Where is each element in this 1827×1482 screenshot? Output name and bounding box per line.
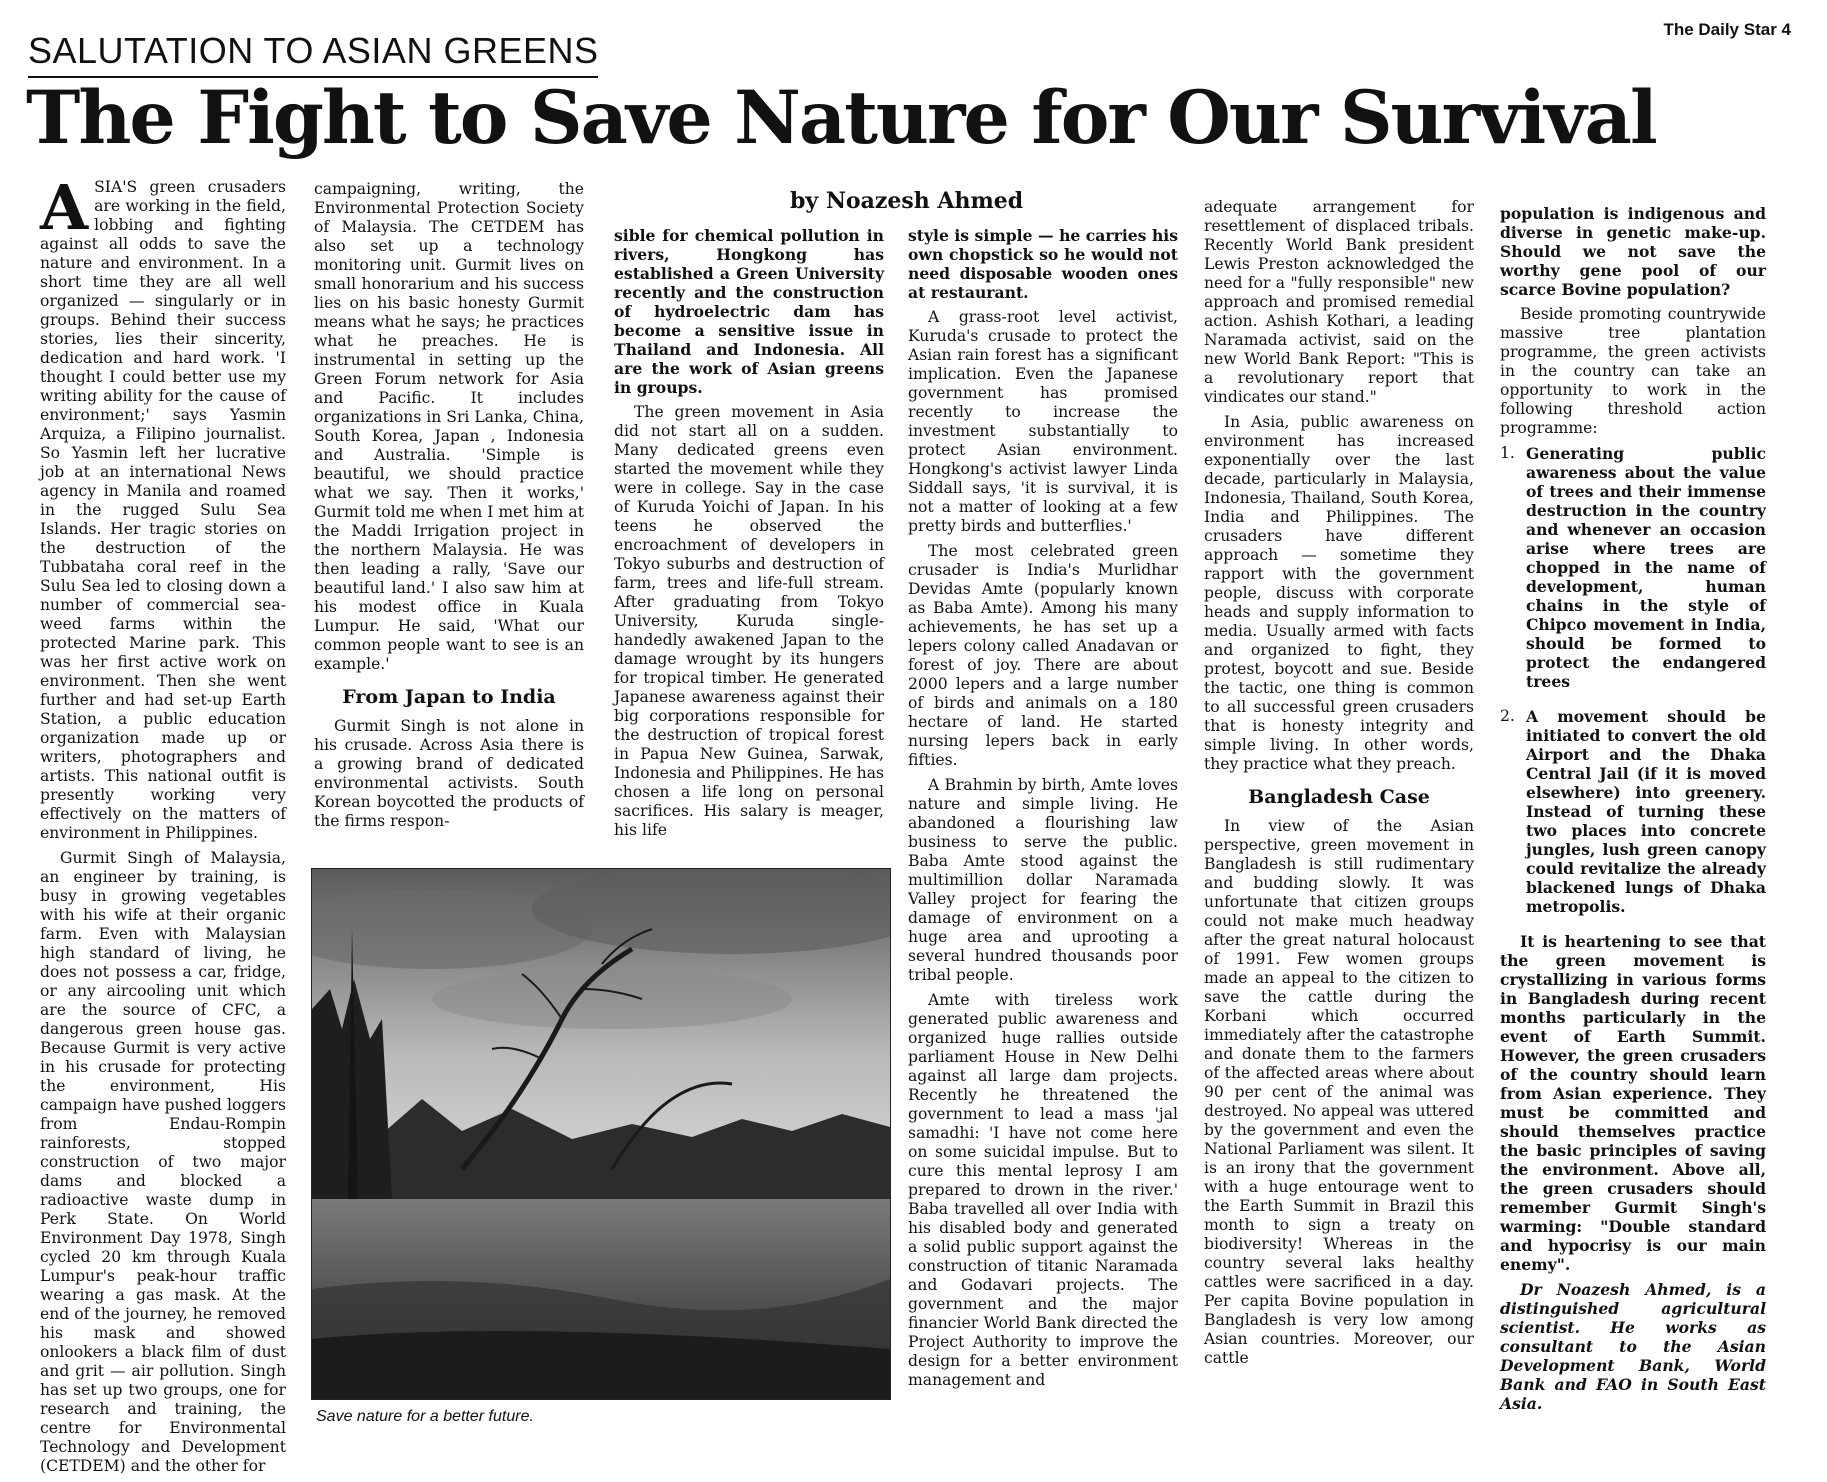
forest-lake-image: [312, 869, 890, 1399]
photo-caption: Save nature for a better future.: [316, 1408, 534, 1425]
article-column-5: [1204, 198, 1474, 1374]
headline: The Fight to Save Nature for Our Survival: [26, 75, 1656, 161]
article-paragraph: Beside promoting countrywide massive tree plantation programme, the green activists in the country can take an opportunity to work in the following threshold action programme:: [1500, 305, 1766, 437]
list-item: 1. Generating public awareness about the value of trees and their immense destruction in the country and whenever an occasion arise where trees are chopped in the name of development, human chains in the style of Chipco movement in India, should be formed to protect the endangered trees: [1500, 444, 1766, 691]
author-bio: Dr Noazesh Ahmed, is a distinguished agricultural scientist. He works as consultant to the Asian Development Bank, World Bank and FAO in South East Asia.: [1500, 1280, 1766, 1413]
article-paragraph: adequate arrangement for resettlement of displaced tribals. Recently World Bank president Lewis Preston acknowledged the need for a "fully responsible" new approach and promised remedial action. Ashish Kothari, a leading Naramada activist, said on the new World Bank Report: "This is a revolutionary report that vindicates our stand.": [1204, 198, 1474, 406]
drop-cap: A: [40, 171, 89, 244]
article-paragraph: It is heartening to see that the green movement is crystallizing in various forms in Bangladesh during recent months particularly in the event of Earth Summit. However, the green crusaders of the country should learn from Asian experience. They must be committed and should themselves practice the basic principles of saving the environment. Above all, the green crusaders should remember Gurmit Singh's warming: "Double standard and hypocrisy is our main enemy".: [1500, 932, 1766, 1274]
article-column-3: [614, 226, 884, 846]
article-paragraph: In view of the Asian perspective, green movement in Bangladesh is still rudimentary and budding slowly. It was unfortunate that citizen groups could not make much headway after the great natural holocaust of 1991. Few women groups made an appeal to the citizen to save the cattle during the Korbani which occurred immediately after the catastrophe and donate them to the farmers of the affected areas where about 90 per cent of the animal was destroyed. No appeal was uttered by the government and even the National Parliament was silent. It is an irony that the government with a huge entourage went to the Earth Summit in Brazil this month to sign a treaty on biodiversity! Whereas in the country several laks healthy cattles were sacrificed in a day. Per capita Bovine population in Bangladesh is very low among Asian countries. Moreover, our cattle: [1204, 817, 1474, 1367]
byline: by Noazesh Ahmed: [790, 188, 1024, 214]
article-paragraph: The green movement in Asia did not start all on a sudden. Many dedicated greens even started the movement while they were in college. Say in the case of Kuruda Yoichi of Japan. In his teens he observed the encroachment of developers in Tokyo suburbs and destruction of farm, trees and life-full stream. After graduating from Tokyo University, Kuruda single-handedly awakened Japan to the damage wrought by its hungers for tropical timber. He generated Japanese awareness against their big corporations responsible for the destruction of tropical forest in Papua New Guinea, Sarwak, Indonesia and Philippines. He has chosen a life long on personal sacrifices. His salary is meager, his life: [614, 403, 884, 839]
subheading-bangladesh-case: Bangladesh Case: [1248, 786, 1430, 808]
article-paragraph: ASIA'S green crusaders are working in the field, lobbing and fighting against all odds to save the nature and environment. In a short time they are all well organized — singularly or in groups. Behind their success stories, lies their sincerity, dedication and hard work. 'I thought I could better use my writing ability for the cause of environment;' says Yasmin Arquiza, a Filipino journalist. So Yasmin left her lucrative job at an international News agency in Manila and roamed in the rugged Sulu Sea Islands. Her tragic stories on the destruction of the Tubbataha coral reef in the Sulu Sea led to closing down a number of commercial sea-weed farms within the protected Marine park. This was her first active work on environment. Then she went further and had set-up Earth Station, a public education organization made up or writers, photographers and artists. This national outfit is presently working very effectively on the matters of environment in Philippines.: [40, 171, 286, 842]
article-paragraph: The most celebrated green crusader is India's Murlidhar Devidas Amte (popularly known as Baba Amte). Among his many achievements, he has set up a lepers colony called Anadavan or forest of joy. There are about 2000 lepers and a large number of birds and animals on a 180 hectare of land. He started nursing lepers back in early fifties.: [908, 542, 1178, 769]
article-column-1: [40, 171, 286, 1482]
article-column-4: [908, 226, 1178, 1396]
masthead: The Daily Star 4: [1663, 20, 1791, 39]
kicker-heading: SALUTATION TO ASIAN GREENS: [28, 30, 598, 78]
article-paragraph: population is indigenous and diverse in genetic make-up. Should we not save the worthy gene pool of our scarce Bovine population?: [1500, 204, 1766, 299]
article-paragraph: A Brahmin by birth, Amte loves nature and simple living. He abandoned a flourishing law business to serve the public. Baba Amte stood against the multimillion dollar Naramada Valley project for fearing the damage of environment on a huge area and uprooting a several hundred thousands poor tribal people.: [908, 776, 1178, 984]
action-programme-list: [1500, 444, 1766, 916]
article-paragraph: Gurmit Singh is not alone in his crusade. Across Asia there is a growing brand of dedicated environmental activists. South Korean boycotted the products of the firms respon-: [314, 717, 584, 830]
article-paragraph: style is simple — he carries his own chopstick so he would not need disposable wooden ones at restaurant.: [908, 226, 1178, 302]
article-paragraph: sible for chemical pollution in rivers, Hongkong has established a Green University recently and the construction of hydroelectric dam has become a sensitive issue in Thailand and Indonesia. All are the work of Asian greens in groups.: [614, 226, 884, 397]
article-paragraph: campaigning, writing, the Environmental Protection Society of Malaysia. The CETDEM has also set up a technology monitoring unit. Gurmit lives on small honorarium and his success lies on his basic honesty Gurmit means what he says; he practices what he preaches. He is instrumental in setting up the Green Forum network for Asia and Pacific. It includes organizations in Sri Lanka, China, South Korea, Japan , Indonesia and Australia. 'Simple is beautiful, we should practice what we say. Then it works,' Gurmit told me when I met him at the Maddi Irrigation project in the northern Malaysia. He was then leading a rally, 'Save our beautiful land.' I also saw him at his modest office in Kuala Lumpur. He said, 'What our common people want to see is an example.': [314, 180, 584, 673]
forest-lake-photo: [311, 868, 891, 1400]
article-paragraph: A grass-root level activist, Kuruda's crusade to protect the Asian rain forest has a significant implication. Even the Japanese government has promised recently to increase the investment substantially to protect Asian environment. Hongkong's activist lawyer Linda Siddall says, 'it is survival, it is not a matter of looking at a few pretty birds and butterflies.': [908, 308, 1178, 535]
list-item: 2. A movement should be initiated to convert the old Airport and the Dhaka Central Jail (if it is moved elsewhere) into greenery. Instead of turning these two places into concrete jungles, lush green canopy could revitalize the already blackened lungs of Dhaka metropolis.: [1500, 707, 1766, 916]
article-paragraph: Gurmit Singh of Malaysia, an engineer by training, is busy in growing vegetables with his wife at their organic farm. Even with Malaysian high standard of living, he does not possess a car, fridge, or any aircooling unit which are the source of CFC, a dangerous green house gas. Because Gurmit is very active in his crusade for protecting the environment, His campaign have pushed loggers from Endau-Rompin rainforests, stopped construction of two major dams and blocked a radioactive waste dump in Perk State. On World Environment Day 1978, Singh cycled 20 km through Kuala Lumpur's peak-hour traffic wearing a gas mask. At the end of the journey, he removed his mask and showed onlookers a black film of dust and grit — air pollution. Singh has set up two groups, one for research and training, the centre for Environmental Technology and Development (CETDEM) and the other for: [40, 849, 286, 1475]
subheading-japan-india: From Japan to India: [342, 686, 556, 708]
article-column-2: [314, 180, 584, 837]
article-column-6: [1500, 204, 1766, 1419]
article-paragraph: In Asia, public awareness on environment has increased exponentially over the last decade, particularly in Malaysia, Indonesia, Thailand, South Korea, India and Philippines. The crusaders have different approach — sometime they rapport with the government people, discuss with corporate heads and supply information to media. Usually armed with facts and organized to fight, they protest, boycott and sue. Beside the tactic, one thing is common to all successful green crusaders that is honesty integrity and simple living. In other words, they practice what they preach.: [1204, 413, 1474, 773]
article-paragraph: Amte with tireless work generated public awareness and organized huge rallies outside parliament House in New Delhi against all large dam projects. Recently he threatened the government to lead a mass 'jal samadhi: 'I have not come here on some suicidal impulse. But to cure this mental leprosy I am prepared to drown in the river.' Baba travelled all over India with his disabled body and generated a solid public support against the construction of titanic Naramada and Godavari projects. The government and the major financier World Bank directed the Project Authority to improve the design for a better environment management and: [908, 991, 1178, 1389]
